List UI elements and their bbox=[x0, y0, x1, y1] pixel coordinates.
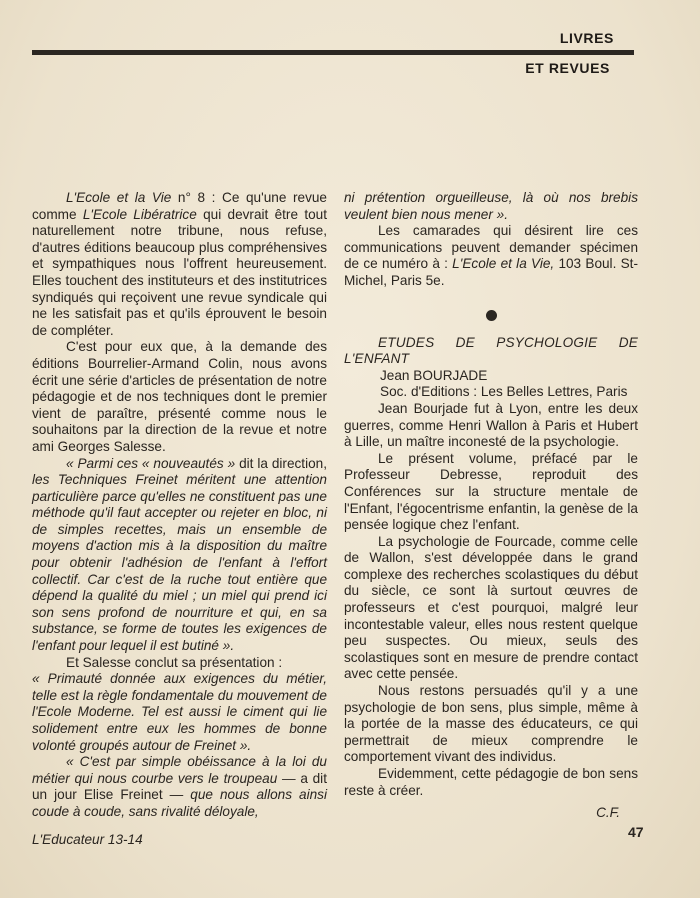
review-title: ETUDES DE PSYCHOLOGIE DE L'ENFANT bbox=[344, 334, 638, 367]
paragraph-bourrelier: C'est pour eux que, à la demande des éditions Bourrelier-Armand Colin, nous avons écrit une série d'articles de présentation de notre pédagogie et de nos techniques dont le premier vient de paraître, présenté comme nous le souhaitons par la direction de la revue et notre ami Georges Salesse. bbox=[32, 339, 327, 454]
paragraph-ecole-et-la-vie bbox=[32, 190, 327, 339]
right-column bbox=[344, 190, 638, 822]
paragraph-text: n° 8 : Ce qu'une revue comme bbox=[32, 190, 327, 222]
section-rubric-livres: LIVRES bbox=[559, 30, 614, 46]
paragraph-text: a dit un jour Elise Freinet — bbox=[32, 770, 327, 803]
review-paragraph-5: Evidemment, cette pédagogie de bon sens reste à créer. bbox=[344, 766, 638, 798]
review-paragraph-4: Nous restons persuadés qu'il y a une psychologie de bon sens, plus simple, même à la portée de la masse des éducateurs, ce qui permettrait de mieux comprendre le comportement vivant des individus. bbox=[344, 683, 638, 765]
quote-continuation: ni prétention orgueilleuse, là où nos brebis veulent bien nous mener ». bbox=[344, 190, 638, 222]
quote-text: les Techniques Freinet méritent une attention particulière parce qu'elles ne constituent pas une méthode qu'il faut accepter ou rejeter en bloc, ni de simples recettes, mais un ensemble de moyens d'action mis à la disposition du maître pour obtenir l'adhésion de l'enfant à l'effort collectif. Car c'est de la ruche tout entière que dépend la qualité du miel ; un miel qui prend ici son sens profond de nourriture et qui, en sa substance, se forme de toutes les exigences de l'enfant pour lequel il est butiné ». bbox=[32, 472, 327, 654]
paragraph-text: dit la direction, bbox=[235, 455, 327, 471]
section-separator-dot bbox=[486, 310, 497, 321]
footer-journal-name: L'Educateur 13-14 bbox=[32, 832, 143, 847]
paragraph-text: Les camarades qui désirent lire ces communications peuvent demander spécimen de ce numéro à : bbox=[344, 223, 638, 272]
journal-title: L'Ecole Libératrice bbox=[82, 206, 197, 222]
paragraph-text: qui devrait être tout naturellement notre tribune, nous refuse, d'autres éditions beaucoup plus compréhensives et sympathiques nous l'offrent heureusement. Elles touchent des instituteurs et des institutrices syndiqués qui reçoivent une revue syndicale qui ne les satisfait pas et qu'ils éprouvent le besoin de compléter. bbox=[32, 206, 327, 338]
paragraph-direction-quote bbox=[32, 456, 327, 655]
review-signature: C.F. bbox=[596, 805, 620, 821]
section-rubric-revues: ET REVUES bbox=[525, 60, 610, 76]
review-paragraph-3: La psychologie de Fourcade, comme celle de Wallon, s'est développée dans le grand complexe des recherches scolastiques du début du siècle, ce sont là surtout œuvres de professeurs et c'est pourquoi, malgré leur incontestable valeur, elles nous restent quelque peu suspectes. Ou mieux, seuls des scolastiques sont en mesure de prendre contact avec cette pensée. bbox=[344, 533, 638, 682]
page-number: 47 bbox=[628, 824, 644, 840]
review-paragraph-2: Le présent volume, préfacé par le Professeur Debresse, reproduit des Conférences sur la structure mentale de l'Enfant, l'égocentrisme enfantin, la genèse de la pensée logique chez l'enfant. bbox=[344, 450, 638, 533]
review-author: Jean BOURJADE bbox=[380, 367, 488, 383]
header-rule bbox=[32, 50, 634, 55]
left-column bbox=[32, 190, 327, 821]
quote-text: « C'est par simple obéissance à la loi du métier qui nous courbe vers le troupeau — bbox=[32, 754, 327, 786]
paragraph-salesse-quote: « Primauté donnée aux exigences du métier, telle est la règle fondamentale du mouvement de l'Ecole Moderne. Tel est aussi le ciment qui lie solidement entre eux les hommes de bonne volonté groupés autour de Freinet ». bbox=[32, 671, 327, 753]
quote-text: que nous allons ainsi coude à coude, sans rivalité déloyale, bbox=[32, 787, 327, 819]
journal-title: L'Ecole et la Vie bbox=[66, 190, 172, 205]
review-paragraph-1: Jean Bourjade fut à Lyon, entre les deux guerres, comme Henri Wallon à Paris et Hubert à Lille, un maître inconesté de la psychologie. bbox=[344, 400, 638, 450]
address-text: 103 Boul. St-Michel, Paris 5e. bbox=[344, 256, 638, 288]
paragraph-elise-freinet bbox=[32, 754, 327, 820]
paragraph-specimen-request bbox=[344, 223, 638, 289]
quote-text: « Parmi ces « nouveautés » bbox=[66, 455, 236, 471]
review-publisher: Soc. d'Editions : Les Belles Lettres, Paris bbox=[380, 384, 628, 400]
journal-title: L'Ecole et la Vie, bbox=[452, 256, 555, 272]
paragraph-salesse-intro: Et Salesse conclut sa présentation : bbox=[66, 654, 283, 670]
